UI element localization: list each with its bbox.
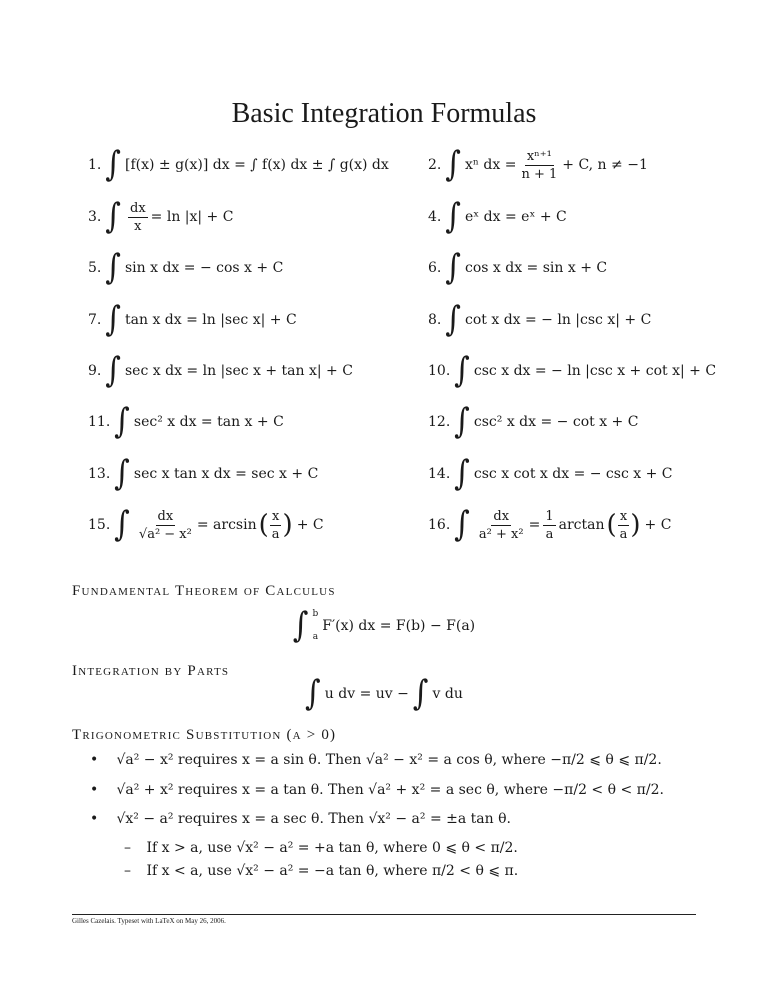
- subbullet-text: If x > a, use √x² − a² = +a tan θ, where 0 ⩽ θ < π/2.: [146, 840, 518, 856]
- integral-limits: [313, 610, 319, 642]
- formula-expression: csc x cot x dx = − csc x + C: [473, 466, 673, 482]
- integral-sign: ∫: [445, 299, 461, 340]
- formula-8: [428, 300, 651, 340]
- formula-6: [428, 248, 607, 288]
- integral-sign: ∫: [105, 350, 121, 391]
- denominator: x: [134, 218, 142, 234]
- formula-10: [428, 351, 716, 391]
- numerator: x: [619, 508, 628, 524]
- formula-16: [428, 505, 671, 545]
- formula-13: [88, 454, 318, 494]
- integral-sign: ∫: [105, 196, 121, 237]
- formula-2: [428, 145, 648, 185]
- formula-number: 3.: [88, 209, 102, 225]
- formula-number: 1.: [88, 157, 102, 173]
- footer-note: Gilles Cazelais. Typeset with LaTeX on May 26, 2006.: [72, 917, 226, 925]
- bullet-marker: •: [90, 782, 99, 798]
- formula-number: 2.: [428, 157, 442, 173]
- formula-number: 15.: [88, 517, 111, 533]
- right-paren: ): [630, 510, 641, 540]
- formula-number: 6.: [428, 260, 442, 276]
- integral-sign: ∫: [445, 144, 461, 185]
- ibp-left: u dv = uv −: [324, 686, 409, 702]
- numerator: dx: [130, 200, 146, 216]
- integral-sign: ∫: [105, 299, 121, 340]
- numerator: x: [271, 508, 280, 524]
- subbullet-text: If x < a, use √x² − a² = −a tan θ, where π/2 < θ ⩽ π.: [146, 863, 519, 879]
- formula-expression: = arcsin: [196, 517, 257, 533]
- numerator: 1: [545, 508, 554, 524]
- trig-subbullet-2: [124, 863, 518, 879]
- formula-number: 5.: [88, 260, 102, 276]
- ftc-heading: Fundamental Theorem of Calculus: [72, 583, 336, 599]
- ibp-right: v du: [432, 686, 463, 702]
- formula-number: 12.: [428, 414, 451, 430]
- fraction: [137, 509, 194, 542]
- integral-sign: ∫: [454, 401, 470, 442]
- integral-sign: ∫: [454, 504, 470, 545]
- formula-expression: arctan: [558, 517, 605, 533]
- trig-bullet-3: [90, 811, 511, 827]
- fraction: [128, 201, 148, 234]
- bullet-marker: •: [90, 752, 99, 768]
- formula-number: 16.: [428, 517, 451, 533]
- fraction: [477, 509, 526, 542]
- formula-expression: [f(x) ± g(x)] dx = ∫ f(x) dx ± ∫ g(x) dx: [125, 157, 389, 173]
- formula-number: 4.: [428, 209, 442, 225]
- integral-sign: ∫: [114, 401, 130, 442]
- denominator: n + 1: [521, 166, 558, 182]
- equals-sign: =: [528, 517, 541, 533]
- left-paren: (: [258, 510, 269, 540]
- integral-sign: ∫: [305, 673, 321, 714]
- formula-number: 7.: [88, 312, 102, 328]
- integral-sign: ∫: [454, 453, 470, 494]
- formula-expression: sec x tan x dx = sec x + C: [133, 466, 319, 482]
- formula-11: [88, 402, 284, 442]
- ftc-expression: F′(x) dx = F(b) − F(a): [322, 618, 476, 634]
- integral-sign: ∫: [114, 453, 130, 494]
- ibp-formula: [0, 673, 768, 714]
- formula-expression: sec² x dx = tan x + C: [133, 414, 284, 430]
- left-paren: (: [606, 510, 617, 540]
- integral-sign: ∫: [114, 504, 130, 545]
- trig-heading: Trigonometric Substitution (a > 0): [72, 727, 337, 743]
- fraction: [519, 149, 559, 182]
- trig-bullet-2: [90, 782, 664, 798]
- fraction: [270, 509, 282, 542]
- formula-1: [88, 145, 389, 185]
- formula-expression: cot x dx = − ln |csc x| + C: [465, 312, 652, 328]
- formula-number: 8.: [428, 312, 442, 328]
- denominator: √a² − x²: [138, 526, 192, 542]
- lower-limit: a: [312, 632, 319, 642]
- formula-7: [88, 300, 297, 340]
- formula-expression: csc x dx = − ln |csc x + cot x| + C: [473, 363, 717, 379]
- integral-sign: ∫: [445, 247, 461, 288]
- numerator: dx: [157, 508, 174, 524]
- formula-14: [428, 454, 672, 494]
- ftc-formula: [0, 606, 768, 646]
- formula-expression: csc² x dx = − cot x + C: [473, 414, 639, 430]
- integral-sign: ∫: [105, 247, 121, 288]
- denominator: a: [271, 526, 280, 542]
- formula-number: 11.: [88, 414, 111, 430]
- formula-expression: + C: [296, 517, 324, 533]
- formula-expression: cos x dx = sin x + C: [465, 260, 608, 276]
- formula-expression: + C, n ≠ −1: [562, 157, 648, 173]
- ibp-heading: Integration by Parts: [72, 663, 230, 679]
- integral-sign: ∫: [292, 605, 309, 646]
- integral-sign: ∫: [105, 144, 121, 185]
- trig-bullet-1: [90, 752, 662, 768]
- formula-number: 10.: [428, 363, 451, 379]
- formula-4: [428, 197, 567, 237]
- denominator: a² + x²: [478, 526, 524, 542]
- formula-5: [88, 248, 283, 288]
- denominator: a: [545, 526, 554, 542]
- formula-15: [88, 505, 324, 545]
- bullet-text: √a² − x² requires x = a sin θ. Then √a² − x² = a cos θ, where −π/2 ⩽ θ ⩽ π/2.: [116, 752, 662, 768]
- dash-marker: –: [124, 863, 131, 879]
- formula-expression: sin x dx = − cos x + C: [125, 260, 284, 276]
- formula-number: 14.: [428, 466, 451, 482]
- bullet-text: √a² + x² requires x = a tan θ. Then √a² + x² = a sec θ, where −π/2 < θ < π/2.: [116, 782, 664, 798]
- denominator: a: [619, 526, 628, 542]
- integral-sign: ∫: [454, 350, 470, 391]
- fraction: [618, 509, 630, 542]
- formula-expression: xⁿ dx =: [465, 157, 517, 173]
- bullet-text: √x² − a² requires x = a sec θ. Then √x² − a² = ±a tan θ.: [116, 811, 511, 827]
- dash-marker: –: [124, 840, 131, 856]
- formula-number: 9.: [88, 363, 102, 379]
- formula-expression: tan x dx = ln |sec x| + C: [125, 312, 297, 328]
- formula-expression: = ln |x| + C: [150, 209, 234, 225]
- bullet-marker: •: [90, 811, 99, 827]
- formula-number: 13.: [88, 466, 111, 482]
- integral-sign: ∫: [412, 673, 429, 714]
- trig-subbullet-1: [124, 840, 518, 856]
- formula-expression: sec x dx = ln |sec x + tan x| + C: [125, 363, 353, 379]
- page-title: Basic Integration Formulas: [231, 98, 537, 129]
- numerator: xⁿ⁺¹: [526, 148, 552, 164]
- formula-9: [88, 351, 353, 391]
- right-paren: ): [282, 510, 293, 540]
- numerator: dx: [493, 508, 510, 524]
- fraction: [543, 509, 555, 542]
- integral-sign: ∫: [445, 196, 461, 237]
- formula-12: [428, 402, 638, 442]
- formula-expression: eˣ dx = eˣ + C: [465, 209, 567, 225]
- footer-rule: [72, 914, 696, 915]
- formula-3: [88, 197, 233, 237]
- upper-limit: b: [312, 609, 319, 619]
- formula-expression: + C: [644, 517, 672, 533]
